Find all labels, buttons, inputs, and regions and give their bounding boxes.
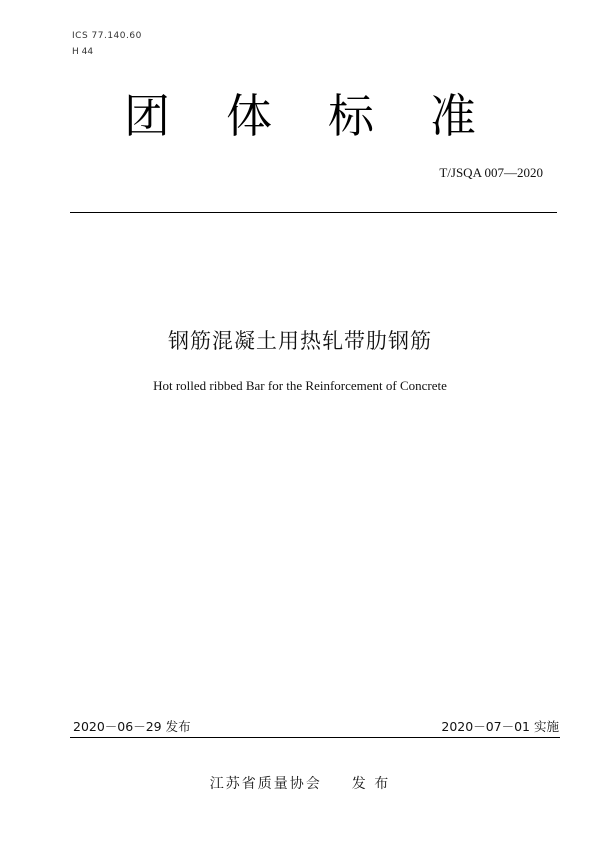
title-char: 标 [328,89,374,143]
title-char: 团 [124,89,170,143]
standard-type-title [0,88,600,144]
english-title: Hot rolled ribbed Bar for the Reinforcement of Concrete [153,378,447,393]
implementation-date: 2020－07－01 实施 [441,719,559,734]
issue-date: 2020－06－29 发布 [73,719,191,734]
ics-code: ICS 77.140.60 [72,31,142,41]
ccs-code: H 44 [72,47,94,57]
title-char: 准 [430,89,476,143]
chinese-title: 钢筋混凝土用热轧带肋钢筋 [168,329,432,353]
top-divider [70,212,557,213]
issuer-line [0,773,600,793]
title-char: 体 [226,89,272,143]
issuer-name: 江苏省质量协会 [209,776,322,792]
standard-number: T/JSQA 007—2020 [439,165,543,180]
issuer-action: 发 布 [351,776,391,792]
bottom-divider [70,737,560,738]
